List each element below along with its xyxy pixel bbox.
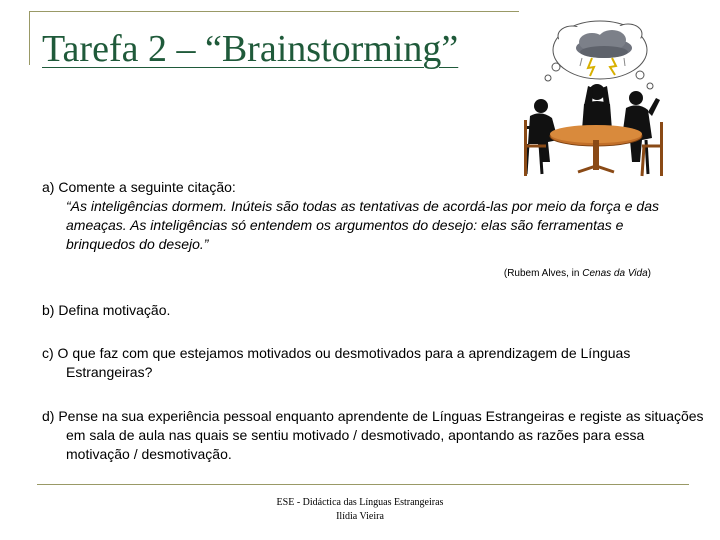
item-a (42, 178, 672, 254)
title-frame-left-rule (29, 11, 30, 65)
quote-source-suffix: ) (647, 268, 651, 279)
brainstorming-illustration (512, 12, 677, 180)
title-frame-top-rule (29, 11, 519, 12)
item-d: d) Pense na sua experiência pessoal enquanto aprendente de Línguas Estrangeiras e registe as situações em sala de aula nas quais se sentiu motivado / desmotivado, apontando as razões para essa motivação / desmotivação. (42, 408, 704, 462)
quote-source-work: Cenas da Vida (582, 268, 648, 279)
item-a-quote: “As inteligências dormem. Inúteis são todas as tentativas de acordá-las por meio da força e das ameaças. As inteligências só entendem os argumentos do desejo: elas são ferramentas e brinquedos do desejo.” (66, 198, 659, 252)
footer-author: Ilídia Vieira (336, 511, 384, 522)
quote-source-prefix: (Rubem Alves, in (503, 268, 583, 279)
item-b: b) Defina motivação. (42, 302, 171, 318)
quote-source (461, 267, 651, 281)
footer-divider (37, 484, 689, 485)
item-c: c) O que faz com que estejamos motivados ou desmotivados para a aprendizagem de Línguas Estrangeiras? (42, 345, 631, 380)
footer-course: ESE - Didáctica das Línguas Estrangeiras (276, 497, 444, 508)
footer (160, 496, 560, 524)
slide-title: Tarefa 2 – “Brainstorming” (42, 28, 459, 70)
item-a-label: a) Comente a seguinte citação: (42, 179, 236, 195)
